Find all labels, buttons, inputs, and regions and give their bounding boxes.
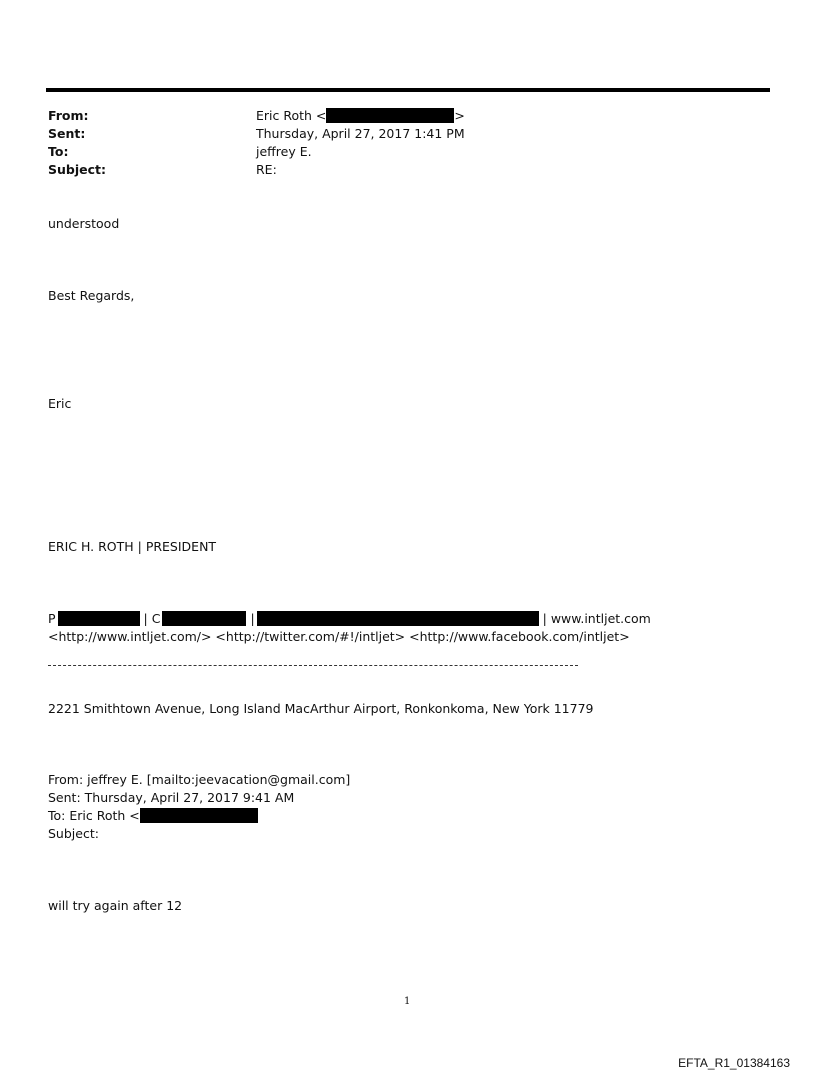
subject-value: RE: — [256, 162, 277, 177]
quoted-subject: Subject: — [48, 826, 99, 841]
document-id: EFTA_R1_01384163 — [678, 1056, 790, 1070]
redaction-box — [326, 108, 454, 123]
redaction-box — [257, 611, 539, 626]
from-name: Eric Roth < — [256, 108, 327, 123]
contact-website: | www.intljet.com — [542, 611, 651, 626]
quoted-to — [48, 807, 258, 825]
from-value — [256, 107, 465, 125]
from-label: From: — [48, 108, 89, 123]
contact-phone-label: P — [48, 611, 56, 626]
redaction-box — [140, 808, 258, 823]
address-line: 2221 Smithtown Avenue, Long Island MacArthur Airport, Ronkonkoma, New York 11779 — [48, 701, 594, 716]
sent-value: Thursday, April 27, 2017 1:41 PM — [256, 126, 465, 141]
social-links: <http://www.intljet.com/> <http://twitter.com/#!/intljet> <http://www.facebook.com/intljet> — [48, 629, 630, 644]
header-rule — [46, 88, 770, 92]
redaction-box — [162, 611, 246, 626]
body-line: understood — [48, 216, 120, 231]
contact-cell-label: | C — [143, 611, 161, 626]
from-bracket: > — [454, 108, 465, 123]
subject-label: Subject: — [48, 162, 106, 177]
contact-line — [48, 610, 651, 628]
signature-title: ERIC H. ROTH | PRESIDENT — [48, 539, 217, 554]
quoted-from: From: jeffrey E. [mailto:jeevacation@gmail.com] — [48, 772, 351, 787]
dashed-divider — [48, 665, 578, 667]
sender-name: Eric — [48, 396, 72, 411]
redaction-box — [58, 611, 140, 626]
to-value: jeffrey E. — [256, 144, 312, 159]
quoted-to-text: To: Eric Roth < — [48, 808, 140, 823]
closing-line: Best Regards, — [48, 288, 135, 303]
sent-label: Sent: — [48, 126, 86, 141]
contact-separator: | — [250, 611, 255, 626]
quoted-sent: Sent: Thursday, April 27, 2017 9:41 AM — [48, 790, 295, 805]
to-label: To: — [48, 144, 69, 159]
quoted-message: will try again after 12 — [48, 898, 183, 913]
page-number: 1 — [404, 996, 411, 1007]
